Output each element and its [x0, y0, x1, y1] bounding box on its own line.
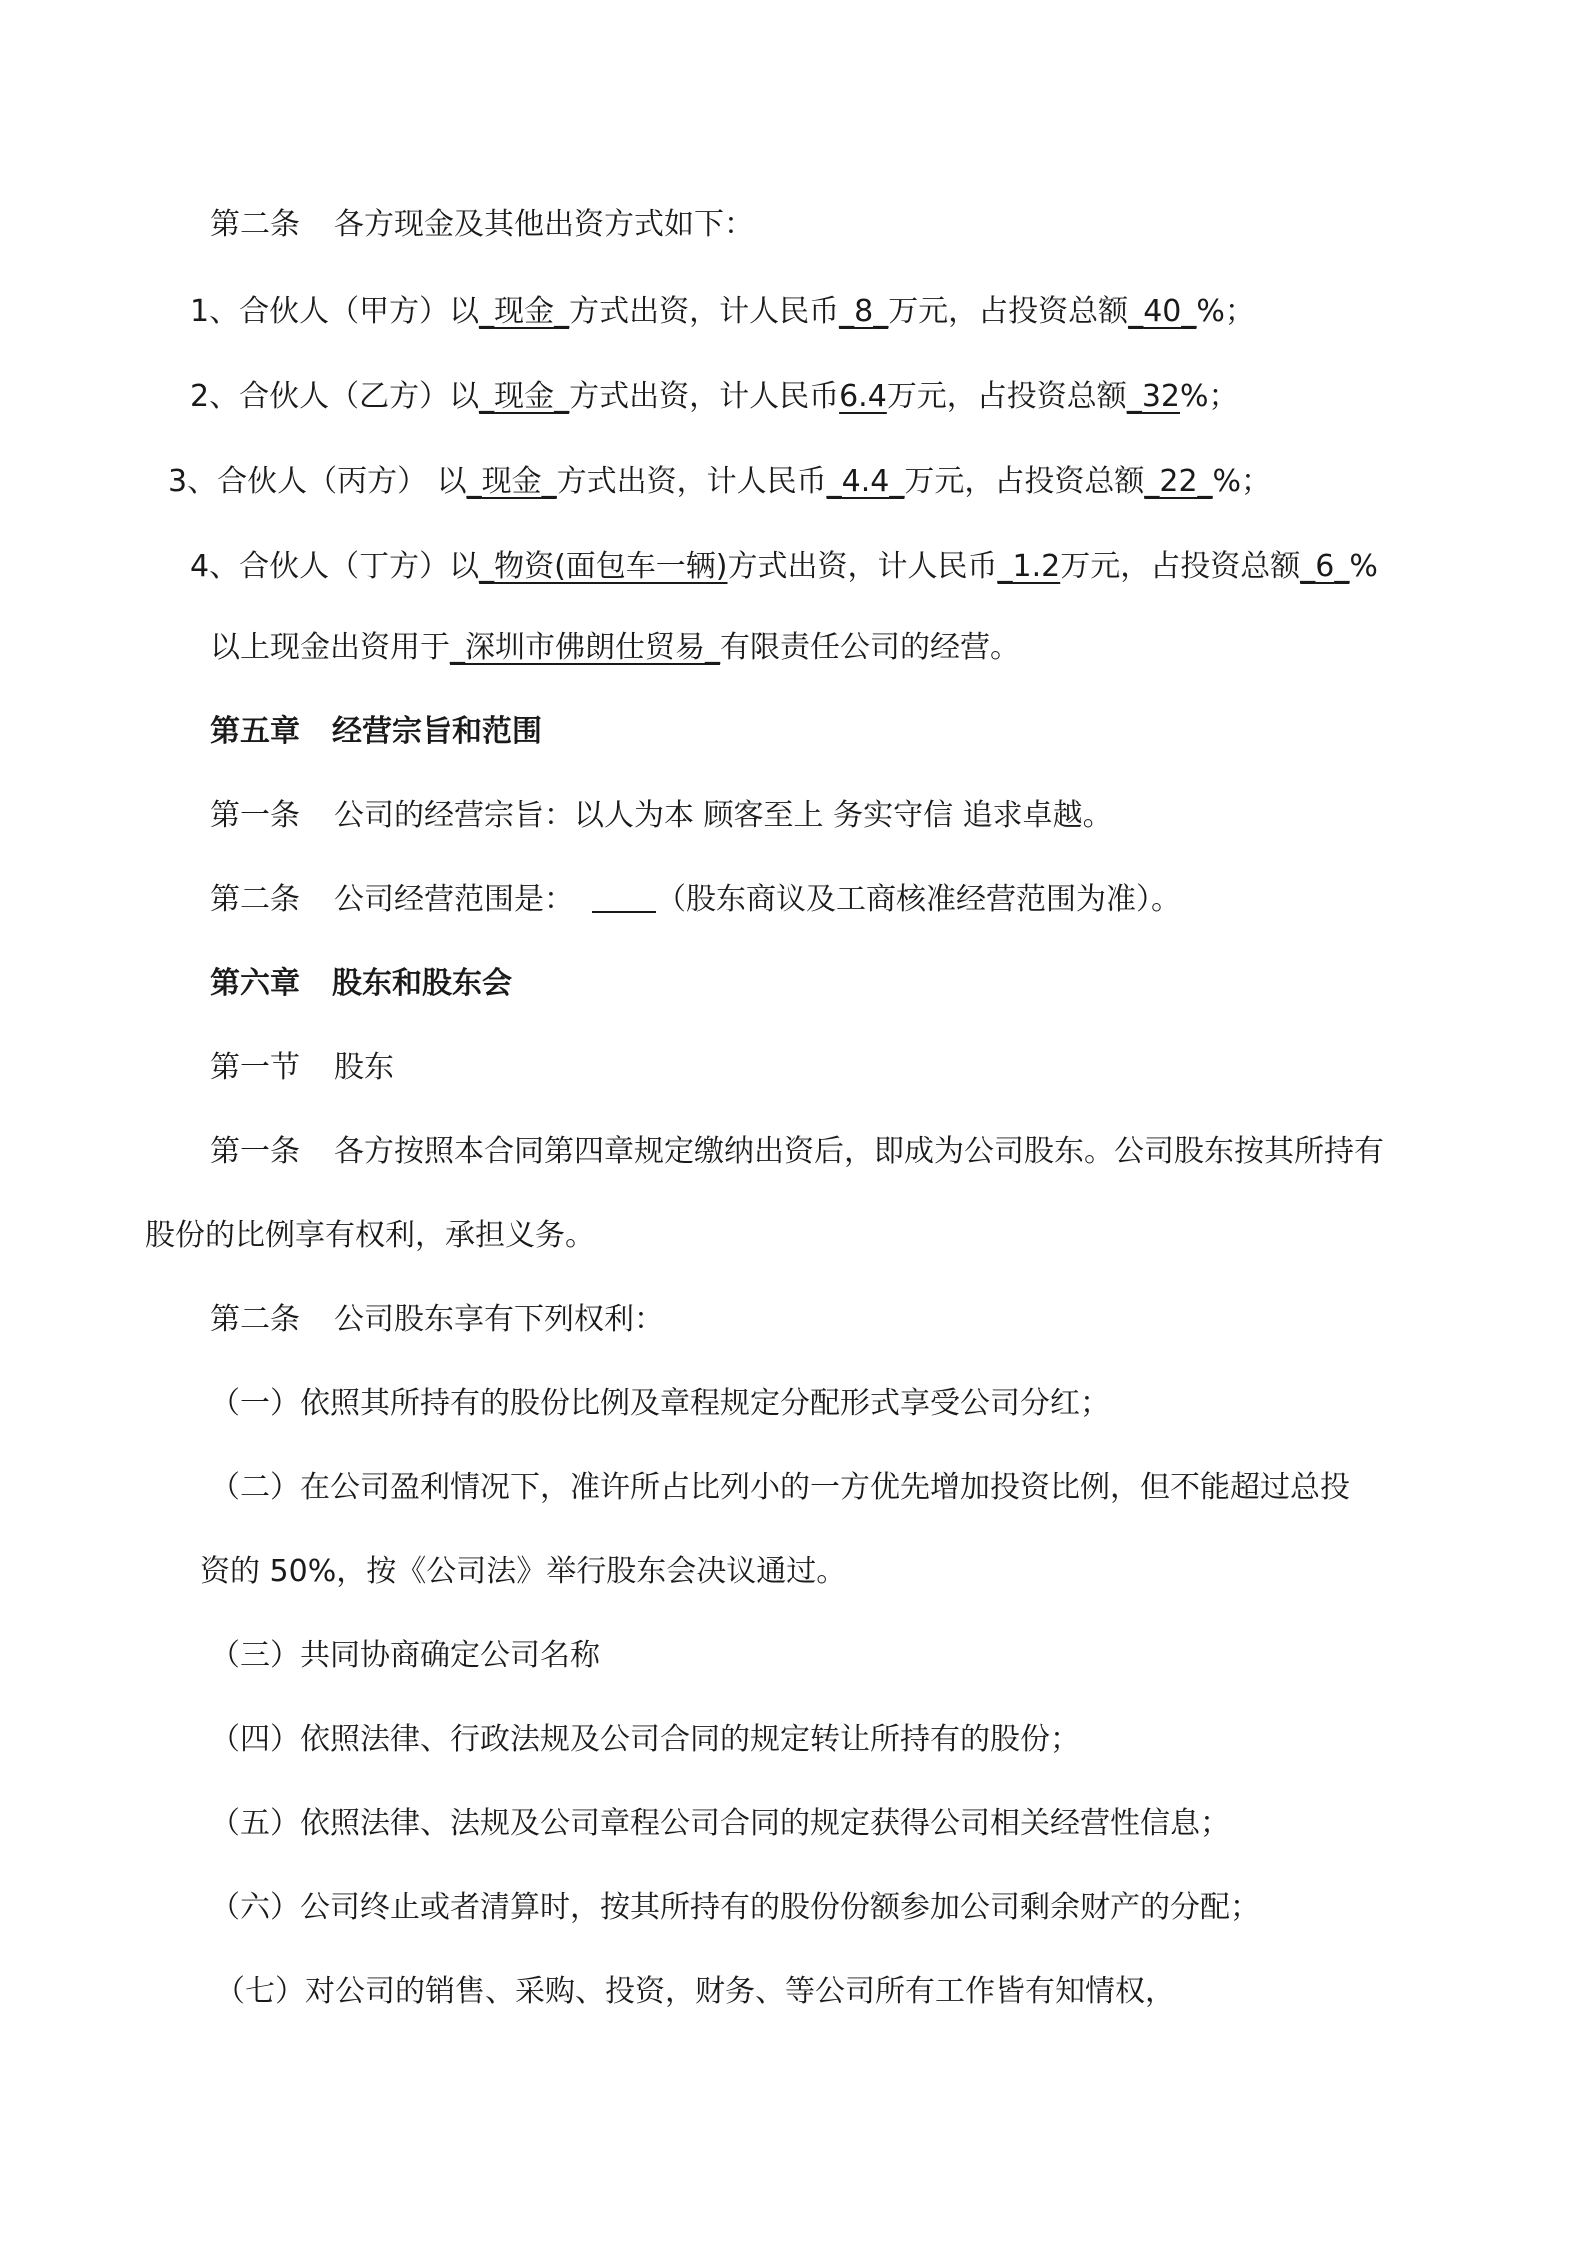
right-item-7: （七）对公司的销售、采购、投资，财务、等公司所有工作皆有知情权， [215, 1974, 1175, 2009]
article-title: 第二条 [210, 1302, 300, 1337]
amount-field: _8_ [839, 294, 889, 329]
right-item-5: （五）依照法律、法规及公司章程公司合同的规定获得公司相关经营性信息； [210, 1806, 1230, 1841]
contribution-line-2: 2、合伙人（乙方）以_现金_方式出资，计人民币6.4万元，占投资总额_32%； [190, 379, 1239, 414]
percent-field: _6_ [1300, 549, 1350, 584]
item-number: 4、 [190, 549, 240, 584]
article-title: 第二条 [210, 882, 300, 917]
percent-field: _40_ [1128, 294, 1197, 329]
method-field: _现金_ [479, 294, 570, 329]
contribution-line-4: 4、合伙人（丁方）以_物资(面包车一辆)方式出资，计人民币_1.2万元，占投资总额_6_% [190, 549, 1378, 584]
amount-field: 6.4 [839, 379, 887, 414]
partner-label: 合伙人（乙方）以 [239, 379, 480, 414]
percent-field: _32 [1126, 379, 1180, 414]
section-1-heading: 第一节 股东 [210, 1050, 394, 1085]
partner-label: 合伙人（甲方）以 [239, 294, 480, 329]
percent-field: _22_ [1144, 464, 1213, 499]
chapter-6-heading: 第六章 股东和股东会 [210, 966, 512, 1001]
amount-field: _4.4_ [826, 464, 905, 499]
article-2-line [210, 205, 754, 245]
article-title: 第一条 [210, 798, 300, 833]
contribution-line-1: 1、合伙人（甲方）以_现金_方式出资，计人民币_8_万元，占投资总额_40_%； [190, 294, 1255, 329]
right-item-4: （四）依照法律、行政法规及公司合同的规定转让所持有的股份； [210, 1722, 1080, 1757]
chapter-6-article-1: 第一条 各方按照本合同第四章规定缴纳出资后，即成为公司股东。公司股东按其所持有 [210, 1134, 1384, 1169]
article-title: 第一条 [210, 1134, 300, 1169]
partner-label: 合伙人（丙方） 以 [217, 464, 467, 499]
method-field: _现金_ [466, 464, 557, 499]
business-scope-blank [592, 881, 656, 913]
chapter-6-article-1-cont: 股份的比例享有权利，承担义务。 [145, 1218, 595, 1253]
item-number: 2、 [190, 379, 240, 414]
usage-line: 以上现金出资用于_深圳市佛朗仕贸易_有限责任公司的经营。 [210, 630, 1020, 665]
item-number: 1、 [190, 294, 240, 329]
amount-field: _1.2 [997, 549, 1061, 584]
method-field: _物资(面包车一辆) [479, 549, 728, 584]
right-item-2: （二）在公司盈利情况下，准许所占比列小的一方优先增加投资比例，但不能超过总投 [210, 1470, 1350, 1505]
right-item-1: （一）依照其所持有的股份比例及章程规定分配形式享受公司分红； [210, 1386, 1110, 1421]
method-field: _现金_ [479, 379, 570, 414]
partner-label: 合伙人（丁方）以 [239, 549, 480, 584]
article-title: 第二条 [210, 207, 300, 242]
chapter-5-heading: 第五章 经营宗旨和范围 [210, 714, 542, 749]
article-text: 各方现金及其他出资方式如下： [334, 207, 754, 242]
contribution-line-3: 3、合伙人（丙方） 以_现金_方式出资，计人民币_4.4_万元，占投资总额_22_%； [168, 464, 1272, 499]
right-item-3: （三）共同协商确定公司名称 [210, 1638, 600, 1673]
right-item-6: （六）公司终止或者清算时，按其所持有的股份份额参加公司剩余财产的分配； [210, 1890, 1260, 1925]
chapter-5-article-2: 第二条 公司经营范围是： （股东商议及工商核准经营范围为准）。 [210, 882, 1181, 917]
company-name-field: _深圳市佛朗仕贸易_ [450, 630, 720, 665]
right-item-2-cont: 资的 50%，按《公司法》举行股东会决议通过。 [200, 1554, 847, 1589]
chapter-6-article-2: 第二条 公司股东享有下列权利： [210, 1302, 664, 1337]
item-number: 3、 [168, 464, 218, 499]
chapter-5-article-1: 第一条 公司的经营宗旨：以人为本 顾客至上 务实守信 追求卓越。 [210, 798, 1113, 833]
